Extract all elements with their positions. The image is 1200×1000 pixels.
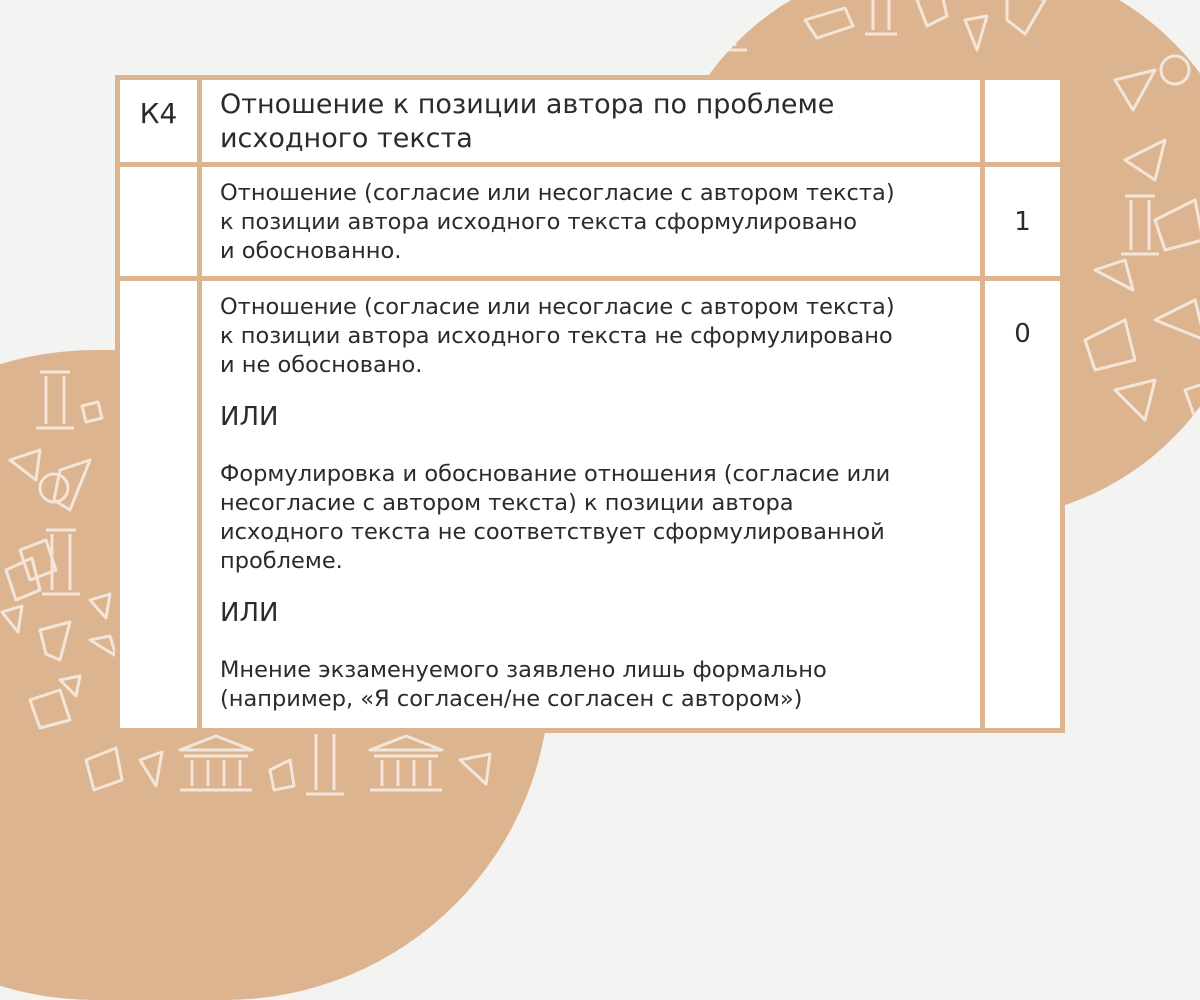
description-line: к позиции автора исходного текста не сформулировано [220,323,893,349]
shard-icon [2,606,22,632]
score-value: 0 [983,279,1063,731]
shard-icon [60,676,80,696]
shard-icon [90,636,116,656]
empty-code-cell [118,165,200,279]
empty-code-cell [118,279,200,731]
temple-icon [675,0,747,66]
shard-icon [917,0,947,26]
description-line: исходного текста не соответствует сформулированной [220,519,885,545]
shard-icon [1185,380,1200,418]
shard-icon [1007,0,1045,34]
shard-icon [30,690,70,728]
column-icon [36,372,74,428]
column-icon [1121,196,1159,254]
shard-icon [1155,300,1200,340]
criterion-code: К4 [118,78,200,165]
criterion-description [200,165,983,279]
shard-icon [965,16,987,50]
shard-icon [140,752,162,786]
description-line: (например, «Я согласен/не согласен с автором») [220,686,803,712]
shard-icon [270,760,294,790]
column-icon [306,730,344,794]
shard-icon [1085,320,1135,370]
table-row [118,165,1063,279]
score-value: 1 [983,165,1063,279]
criterion-title [200,78,983,165]
criterion-title-line: Отношение к позиции автора по проблеме [220,89,835,120]
or-separator: ИЛИ [220,402,279,432]
score-header-cell [983,78,1063,165]
description-line: Отношение (согласие или несогласие с автором текста) [220,294,895,320]
shard-icon [1115,70,1155,110]
criterion-description [200,279,983,731]
shard-icon [763,0,789,10]
description-line: несогласие с автором текста) к позиции автора [220,490,794,516]
shard-icon [1125,140,1165,180]
shard-icon [82,402,102,422]
criterion-title-line: исходного текста [220,123,473,154]
shard-icon [1095,260,1133,290]
shard-icon [86,748,122,790]
description-line: к позиции автора исходного текста сформулировано [220,209,857,235]
criteria-table [115,75,1065,733]
shard-icon [90,594,110,618]
description-line: проблеме. [220,548,343,574]
description-line: Мнение экзаменуемого заявлено лишь формально [220,657,827,683]
shard-icon [1155,200,1200,250]
shard-icon [40,622,70,660]
description-line: и обоснованно. [220,238,402,264]
column-icon [42,530,80,594]
table-row [118,279,1063,731]
shard-icon [805,8,853,38]
description-line: и не обосновано. [220,352,423,378]
shard-icon [460,754,490,784]
shard-icon [10,450,40,480]
shard-icon [1115,380,1155,420]
circle-icon [1161,56,1189,84]
table-header-row [118,78,1063,165]
or-separator: ИЛИ [220,598,279,628]
description-line: Отношение (согласие или несогласие с автором текста) [220,180,895,206]
temple-icon [370,736,442,790]
temple-icon [180,736,252,790]
description-line: Формулировка и обоснование отношения (согласие или [220,461,891,487]
column-icon [865,0,897,34]
